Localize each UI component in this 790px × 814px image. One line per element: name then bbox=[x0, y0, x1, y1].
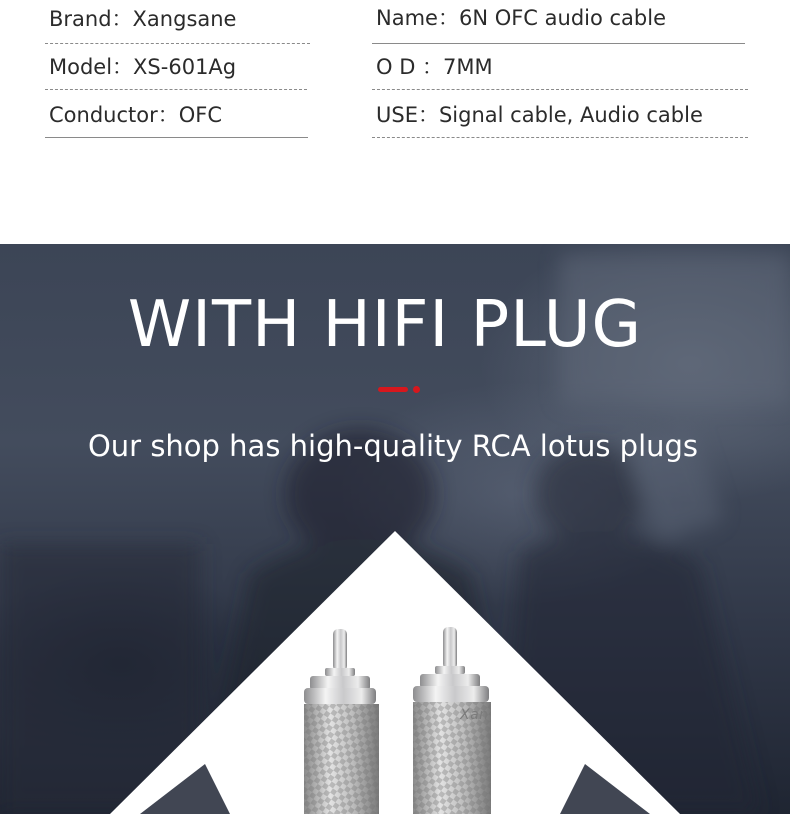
spec-use bbox=[372, 90, 748, 138]
spec-brand-text: Brand：Xangsane bbox=[49, 7, 237, 31]
spec-divider bbox=[45, 137, 308, 138]
spec-model bbox=[45, 44, 307, 90]
spec-od-text: O D ：7MM bbox=[376, 55, 493, 79]
spec-brand bbox=[45, 0, 310, 44]
spec-use-text: USE：Signal cable, Audio cable bbox=[376, 103, 703, 127]
spec-name-text: Name：6N OFC audio cable bbox=[376, 6, 667, 30]
banner-subtitle: Our shop has high-quality RCA lotus plugs bbox=[87, 429, 699, 463]
spec-conductor bbox=[45, 90, 308, 138]
plug-brand-etching: Xan bbox=[460, 707, 489, 723]
rca-plugs-image bbox=[0, 244, 790, 814]
spec-model-text: Model：XS-601Ag bbox=[49, 55, 237, 79]
spec-conductor-text: Conductor：OFC bbox=[49, 103, 222, 127]
spec-divider bbox=[372, 137, 748, 138]
specification-table bbox=[0, 0, 790, 244]
rca-plug-left bbox=[304, 629, 379, 814]
spec-name bbox=[372, 0, 745, 44]
hifi-plug-banner bbox=[0, 244, 790, 814]
banner-title: WITH HIFI PLUG bbox=[127, 288, 643, 362]
spec-od bbox=[372, 44, 748, 90]
